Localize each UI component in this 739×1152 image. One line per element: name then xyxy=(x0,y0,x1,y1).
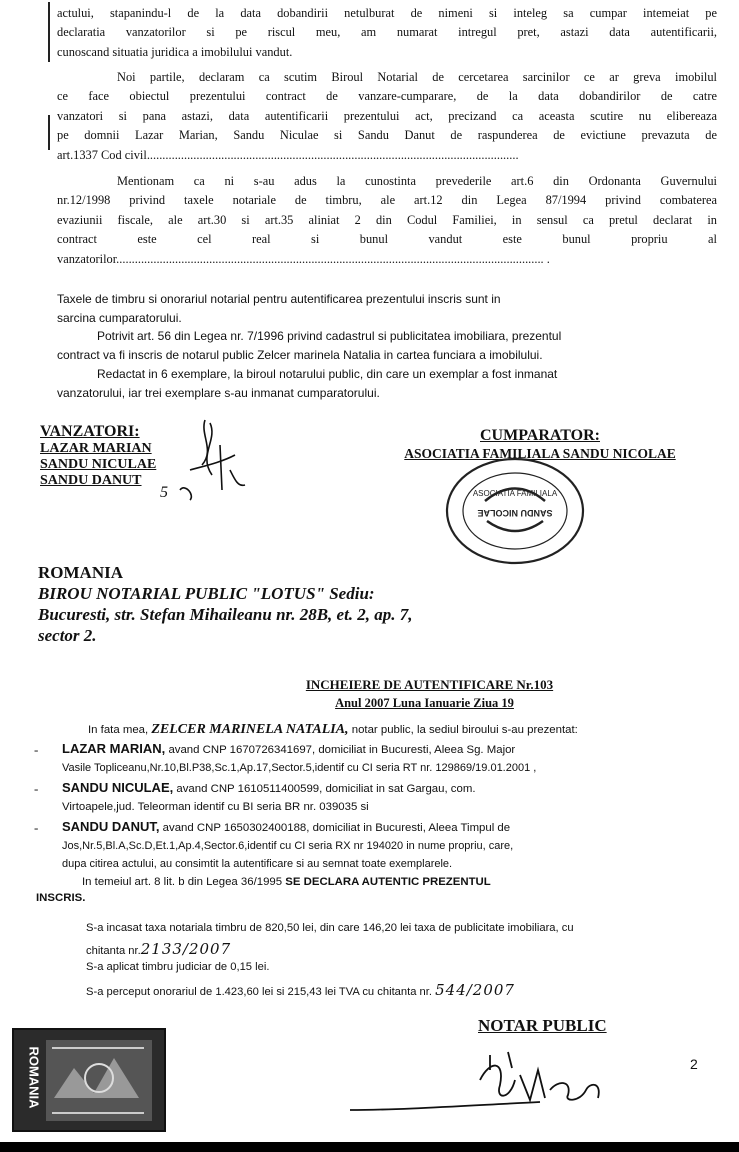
page-number: 2 xyxy=(690,1056,698,1072)
sellers-block xyxy=(40,423,156,489)
buyer-name: ASOCIATIA FAMILIALA SANDU NICOLAE xyxy=(404,446,676,461)
intro-suffix: notar public, la sediul biroului s-au prezentat: xyxy=(351,724,578,736)
office-address: Bucuresti, str. Stefan Mihaileanu nr. 28B, et. 2, ap. 7, xyxy=(38,605,413,624)
person-entry xyxy=(62,740,536,777)
text-line: sarcina cumparatorului. xyxy=(57,310,182,325)
fee-line xyxy=(86,981,515,999)
person-details: avand CNP 1670726341697, domiciliat in Bucuresti, Aleea Sg. Major xyxy=(168,744,516,756)
text-line: ce face obiectul prezentului contract de vanzare-cumparare, de la data dobandirilor de catre xyxy=(57,89,717,104)
list-bullet: - xyxy=(34,742,39,757)
buyer-heading: CUMPARATOR: xyxy=(480,427,600,444)
person-details: Jos,Nr.5,Bl.A,Sc.D,Et.1,Ap.4,Sector.6,identif cu CI seria RX nr 194020 in nume propriu, care, xyxy=(62,840,514,852)
paragraph-acquisition xyxy=(57,4,717,62)
tax-stamp-label: ROMANIA xyxy=(26,1046,42,1109)
fee-text: S-a perceput onorariul de 1.423,60 lei si 215,43 lei TVA cu chitanta nr. xyxy=(86,986,432,998)
tax-stamp-pattern xyxy=(44,1038,154,1123)
legal-declaration: SE DECLARA AUTENTIC PREZENTUL xyxy=(285,876,491,888)
list-bullet: - xyxy=(34,820,39,835)
text-line: nr.12/1998 privind taxele notariale de timbru, ale art.12 din Legea 87/1994 privind combaterea xyxy=(57,193,717,208)
legal-statement xyxy=(82,876,491,888)
buyer-round-stamp xyxy=(445,456,585,566)
person-details: avand CNP 1610511400599, domiciliat in sat Gargau, com. xyxy=(176,783,476,795)
text-line: Potrivit art. 56 din Legea nr. 7/1996 privind cadastrul si publicitatea imobiliara, prezentul xyxy=(97,329,562,344)
handwritten-receipt-number: 544/2007 xyxy=(435,981,515,999)
person-name: SANDU NICULAE, xyxy=(62,780,174,795)
person-details: Virtoapele,jud. Teleorman identif cu BI seria BR nr. 039035 si xyxy=(62,801,369,813)
paragraph-liens-waiver xyxy=(57,68,717,165)
text-line: contract va fi inscris de notarul public Zelcer marinela Natalia in cartea funciara a imobilului. xyxy=(57,348,543,363)
svg-text:5: 5 xyxy=(160,484,168,501)
text-line: evaziunii fiscale, ale art.30 si art.35 aliniat 2 din Codul Familiei, in sensul ca pretul declarat in xyxy=(57,212,717,227)
intro-prefix: In fata mea, xyxy=(88,724,149,736)
person-details: Vasile Topliceanu,Nr.10,Bl.P38,Sc.1,Ap.17,Sector.5,identif cu CI seria RT nr. 129869/19.01.2001 , xyxy=(62,762,537,774)
receipt-label: chitanta nr. xyxy=(86,945,141,957)
text-line: actului, stapanindu-l de la data dobandirii netulburat de nimeni si inteleg sa cumpar intemeiat pe xyxy=(57,6,717,20)
seller-signature-marks xyxy=(160,415,260,505)
fee-receipt-line xyxy=(86,940,231,958)
notary-signature xyxy=(340,1040,640,1120)
conclusion-intro xyxy=(88,722,578,738)
text-line: vanzatorilor.......................................................................................................................................... . xyxy=(57,251,550,266)
text-line: cunoscand situatia juridica a imobilului vandut. xyxy=(57,44,293,59)
margin-bar-top xyxy=(48,2,50,62)
paragraph-fees-registration xyxy=(57,290,677,402)
notary-office-block xyxy=(38,563,413,646)
office-sector: sector 2. xyxy=(38,626,97,645)
seller-name: LAZAR MARIAN xyxy=(40,441,152,456)
fee-line: S-a aplicat timbru judiciar de 0,15 lei. xyxy=(86,961,270,973)
seller-name: SANDU NICULAE xyxy=(40,457,157,472)
text-line: art.1337 Cod civil........................................................................................................................ xyxy=(57,147,519,162)
text-line: contract este cel real si bunul vandut este bunul propriu al xyxy=(57,232,717,247)
person-details: dupa citirea actului, au consimtit la autentificare si au semnat toate exemplarele. xyxy=(62,858,453,870)
fee-line: S-a incasat taxa notariala timbru de 820,50 lei, din care 146,20 lei taxa de publicitate imobiliara, cu xyxy=(86,922,574,934)
person-details: avand CNP 1650302400188, domiciliat in Bucuresti, Aleea Timpul de xyxy=(162,822,511,834)
legal-statement-end: INSCRIS. xyxy=(36,892,86,904)
office-name: BIROU NOTARIAL PUBLIC "LOTUS" Sediu: xyxy=(38,584,375,603)
office-country: ROMANIA xyxy=(38,563,123,582)
list-bullet: - xyxy=(34,781,39,796)
conclusion-date: Anul 2007 Luna Ianuarie Ziua 19 xyxy=(335,696,514,710)
text-line: Mentionam ca ni s-au adus la cunostinta prevederile art.6 din Ordonanta Guvernului xyxy=(117,174,717,188)
person-name: LAZAR MARIAN, xyxy=(62,741,166,756)
legal-prefix: In temeiul art. 8 lit. b din Legea 36/1995 xyxy=(82,876,283,888)
notary-name: ZELCER MARINELA NATALIA, xyxy=(151,722,349,737)
conclusion-title: INCHEIERE DE AUTENTIFICARE Nr.103 xyxy=(305,677,554,692)
person-entry xyxy=(62,818,513,873)
text-line: Noi partile, declaram ca scutim Biroul Notarial de cercetarea sarcinilor ce ar greva imobilul xyxy=(117,70,717,84)
text-line: vanzatori si pana astazi, data autentificarii prezentului act, precizand ca aceasta scutire nu elibereaza xyxy=(57,108,717,123)
paragraph-legal-notice xyxy=(57,172,717,269)
sellers-heading: VANZATORI: xyxy=(40,423,140,440)
margin-bar-mid xyxy=(48,115,50,150)
seller-name: SANDU DANUT xyxy=(40,473,142,488)
tax-stamp xyxy=(12,1028,166,1132)
text-line: pe domnii Lazar Marian, Sandu Niculae si Sandu Danut de raspunderea de evictiune prevazuta de xyxy=(57,128,717,143)
notary-title: NOTAR PUBLIC xyxy=(478,1016,607,1035)
scan-border xyxy=(0,1142,739,1152)
text-line: declaratia vanzatorilor si pe riscul meu, am numarat intregul pret, astazi data autentificarii, xyxy=(57,25,717,40)
text-line: Redactat in 6 exemplare, la biroul notarului public, din care un exemplar a fost inmanat xyxy=(97,366,558,381)
handwritten-receipt-number: 2133/2007 xyxy=(140,940,232,958)
text-line: vanzatorului, iar trei exemplare s-au inmanat cumparatorului. xyxy=(57,385,380,400)
person-name: SANDU DANUT, xyxy=(62,819,160,834)
seal-center-text: SANDU NICOLAE xyxy=(477,508,553,518)
person-entry xyxy=(62,779,476,816)
seal-ring-text: ASOCIATIA FAMILIALA xyxy=(472,489,558,498)
text-line: Taxele de timbru si onorariul notarial pentru autentificarea prezentului inscris sunt in xyxy=(57,292,501,306)
